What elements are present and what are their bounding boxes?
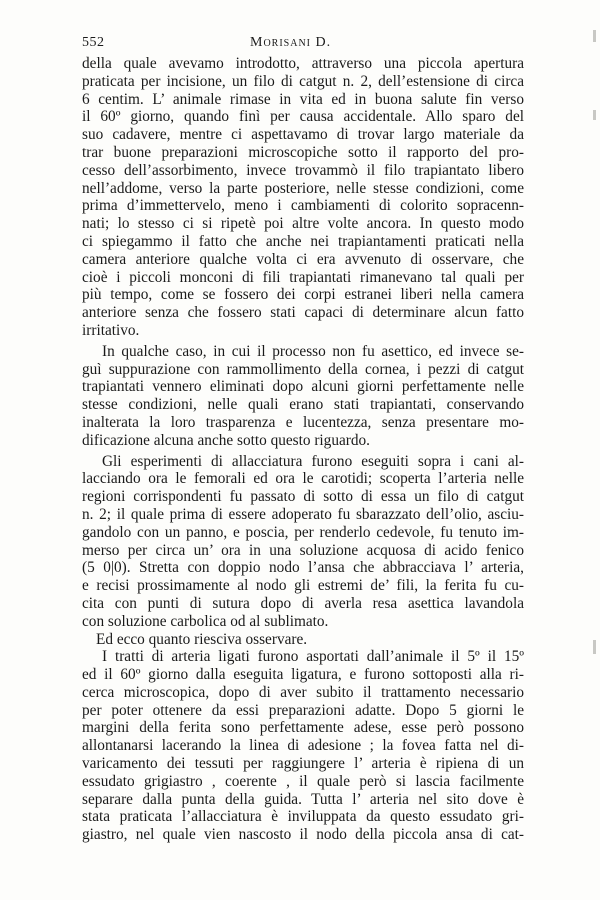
text-line: cerca microscopica, dopo di aver subito il trattamento necessario (82, 683, 524, 701)
text-line: anteriore senza che fossero stati capaci di determinare alcun fatto (82, 304, 524, 322)
text-line: prima d’immettervelo, meno i cambiamenti di colorito sopracenn- (82, 197, 524, 215)
text-line: separare dalla punta della guida. Tutta l’ arteria nel sito dove è (82, 790, 524, 808)
text-line: guì suppurazione con rammollimento della cornea, i pezzi di catgut (82, 360, 524, 378)
text-line: margini della ferita sono perfettamente adese, esse però possono (82, 719, 524, 737)
body-text (82, 55, 524, 844)
text-line: il 60º giorno, quando finì per causa accidentale. Allo sparo del (82, 108, 524, 126)
text-line: irritativo. (82, 321, 140, 339)
scan-edge-mark (593, 110, 596, 120)
text-line: cesso dell’assorbimento, invece trovammò il filo trapiantato libero (82, 161, 524, 179)
text-line: nell’addome, verso la parte posteriore, nelle stesse condizioni, come (82, 179, 524, 197)
text-line: inalterata la loro trasparenza e lucentezza, senza presentare mo- (82, 413, 524, 431)
text-line: cita con punti di sutura dopo di averla resa asettica lavandola (82, 594, 524, 612)
text-line: nati; lo stesso ci si ripetè poi altre volte ancora. In questo modo (82, 215, 524, 233)
text-line: essudato grigiastro , coerente , il quale però si lascia facilmente (82, 772, 524, 790)
text-line: (5 0|0). Stretta con doppio nodo l’ansa che abbracciava l’ arteria, (82, 559, 524, 577)
text-line: stesse condizioni, nelle quali erano stati trapiantati, conservando (82, 396, 524, 414)
page-header (82, 33, 524, 53)
text-line: ed il 60º giorno dalla eseguita ligatura, e furono sottoposti alla ri- (82, 666, 524, 684)
text-line: più tempo, come se fossero dei corpi estranei liberi nella camera (82, 286, 524, 304)
text-line: praticata per incisione, un filo di catgut n. 2, dell’estensione di circa (82, 72, 524, 90)
text-line: per poter ottenere da essi preparazioni adatte. Dopo 5 giorni le (82, 701, 524, 719)
text-line: stata praticata l’allacciatura è inviluppata da questo essudato gri- (82, 808, 524, 826)
text-line: regioni corrispondenti fu passato di sotto di essa un filo di catgut (82, 488, 524, 506)
text-line: suo cadavere, mentre ci aspettavamo di trovar largo materiale da (82, 126, 524, 144)
text-line: gandolo con un panno, e poscia, per renderlo cedevole, fu tenuto im- (82, 523, 524, 541)
text-line: 6 centim. L’ animale rimase in vita ed in buona salute fin verso (82, 90, 524, 108)
text-line: allontanarsi lacerando la linea di adesione ; la fovea fatta nel di- (82, 737, 524, 755)
paragraph-4 (82, 631, 524, 649)
text-line: In qualche caso, in cui il processo non fu asettico, ed invece se- (102, 342, 524, 360)
paragraph-1 (82, 55, 524, 340)
text-line: trapiantati vennero eliminati dopo alcuni giorni perfettamente nelle (82, 378, 524, 396)
text-line: con soluzione carbolica od al sublimato. (82, 612, 329, 630)
paragraph-2 (82, 343, 524, 450)
text-line: giastro, nel quale vien nascosto il nodo della piccola ansa di cat- (82, 826, 524, 844)
scan-edge-mark (593, 30, 596, 42)
text-line: lacciando ora le femorali ed ora le carotidi; scoperta l’arteria nelle (82, 470, 524, 488)
text-line: n. 2; il quale prima di essere adoperato fu sbarazzato dell’olio, asciu- (82, 505, 524, 523)
running-head: Morisani D. (250, 35, 332, 50)
paragraph-3 (82, 453, 524, 631)
text-line: Ed ecco quanto riesciva osservare. (96, 630, 308, 648)
text-line: dificazione alcuna anche sotto questo riguardo. (82, 431, 370, 449)
text-line: camera anteriore qualche volta ci era avvenuto di osservare, che (82, 250, 524, 268)
text-line: ci spiegammo il fatto che anche nei trapiantamenti praticati nella (82, 232, 524, 250)
page-number: 552 (82, 35, 105, 50)
text-line: della quale avevamo introdotto, attraverso una piccola apertura (82, 55, 524, 72)
text-line: varicamento dei tessuti per raggiungere l’ arteria è ripiena di un (82, 755, 524, 773)
scan-edge-mark (593, 640, 596, 654)
paragraph-5 (82, 648, 524, 844)
text-line: merso per circa un’ ora in una soluzione acquosa di acido fenico (82, 541, 524, 559)
text-line: I tratti di arteria ligati furono asportati dall’animale il 5º il 15º (102, 648, 524, 666)
text-line: trar buone preparazioni microscopiche sotto il rapporto del pro- (82, 143, 524, 161)
text-line: cioè i piccoli monconi di fili trapiantati rimanevano tal quali per (82, 268, 524, 286)
text-line: e recisi prossimamente al nodo gli estremi de’ fili, la ferita fu cu- (82, 577, 524, 595)
text-line: Gli esperimenti di allacciatura furono eseguiti sopra i cani al- (102, 452, 524, 470)
